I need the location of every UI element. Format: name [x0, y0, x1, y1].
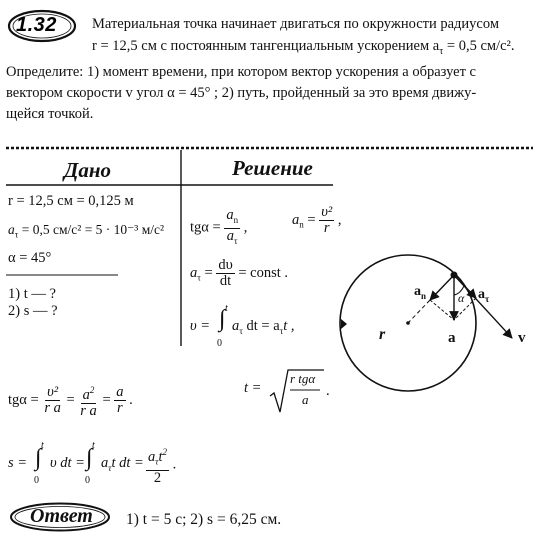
label-tangential-acceleration: $a_\tau$ — [478, 287, 490, 304]
answer-text: 1) t = 5 с; 2) s = 6,25 см. — [126, 511, 282, 528]
motion-direction-marker — [341, 319, 347, 329]
integral-sign-path-1: ∫ — [35, 445, 42, 471]
integral-upper-path-2: t — [92, 440, 95, 451]
integral-lower-path-2: 0 — [85, 475, 90, 486]
formula-path-result: $\frac{a_\tau t^2}{2}$ . — [148, 447, 177, 486]
integral-upper-path-1: t — [41, 440, 44, 451]
sqrt-denominator: a — [302, 392, 309, 407]
formula-path: s = — [8, 455, 28, 471]
integral-lower-path-1: 0 — [34, 475, 39, 486]
given-header: Дано — [64, 158, 112, 182]
problem-number: 1.32 — [16, 14, 57, 36]
normal-acceleration-vector — [430, 275, 454, 300]
integral-sign-velocity: ∫ — [219, 306, 226, 332]
label-radius: r — [379, 326, 386, 343]
formula-tangential-acceleration: $a_\tau$ = $\frac{d\upsilon}{dt}$ = const . — [190, 257, 289, 289]
sqrt-numerator: r tgα — [290, 371, 316, 386]
integral-upper-velocity: t — [225, 303, 228, 314]
problem-line-4: вектором скорости v угол α = 45° ; 2) путь, пройденный за это время движу- — [6, 85, 477, 101]
problem-line-2: r = 12,5 см с постоянным тангенциальным ускорением $a_\tau = 0,5$ см/с². — [92, 38, 515, 57]
integral-lower-velocity: 0 — [217, 338, 222, 349]
integral-sign-path-2: ∫ — [86, 445, 93, 471]
formula-path-middle: υ dt = — [50, 455, 85, 471]
given-tangential-acceleration: $a_\tau = 0,5$ см/с² = 5 · 10⁻³ м/с² — [8, 222, 165, 240]
question-1: 1) t — ? — [8, 286, 56, 302]
formula-normal-acceleration: $a_n$ = $\frac{\text{υ²}}{r}$ , — [292, 204, 342, 236]
formula-path-integrand: $a_\tau t$ dt = — [101, 455, 144, 473]
given-radius: r = 12,5 см = 0,125 м — [8, 193, 134, 209]
formula-time: t = — [244, 380, 262, 396]
problem-line-1: Материальная точка начинает двигаться по окружности радиусом — [92, 16, 500, 32]
given-angle: α = 45° — [8, 250, 52, 266]
problem-line-5: щейся точкой. — [6, 106, 94, 122]
formula-tg-alpha: tgα = $\frac{a_n}{a_\tau}$ , — [190, 207, 248, 246]
problem-line-3: Определите: 1) момент времени, при котором вектор ускорения a образует с — [6, 64, 476, 80]
solution-header: Решение — [232, 156, 313, 180]
formula-velocity-rhs: $a_\tau$ dt = $a_\tau t$ , — [232, 318, 295, 336]
label-velocity: v — [518, 330, 526, 346]
answer-label: Ответ — [30, 505, 93, 527]
formula-velocity: υ = — [190, 318, 211, 334]
label-normal-acceleration: $a_n$ — [414, 284, 427, 301]
circle-diagram — [330, 220, 535, 420]
formula-tg-alpha-expanded: tgα = $\frac{\text{υ²}}{\text{r a}}$ = $\frac{a^2}{\text{r a}}$ = $\frac{a}{r}$ . — [8, 384, 133, 419]
question-2: 2) s — ? — [8, 303, 58, 319]
label-angle: α — [458, 291, 465, 305]
label-acceleration: a — [448, 330, 456, 346]
velocity-vector — [454, 275, 512, 338]
formula-time-period: . — [326, 383, 330, 399]
